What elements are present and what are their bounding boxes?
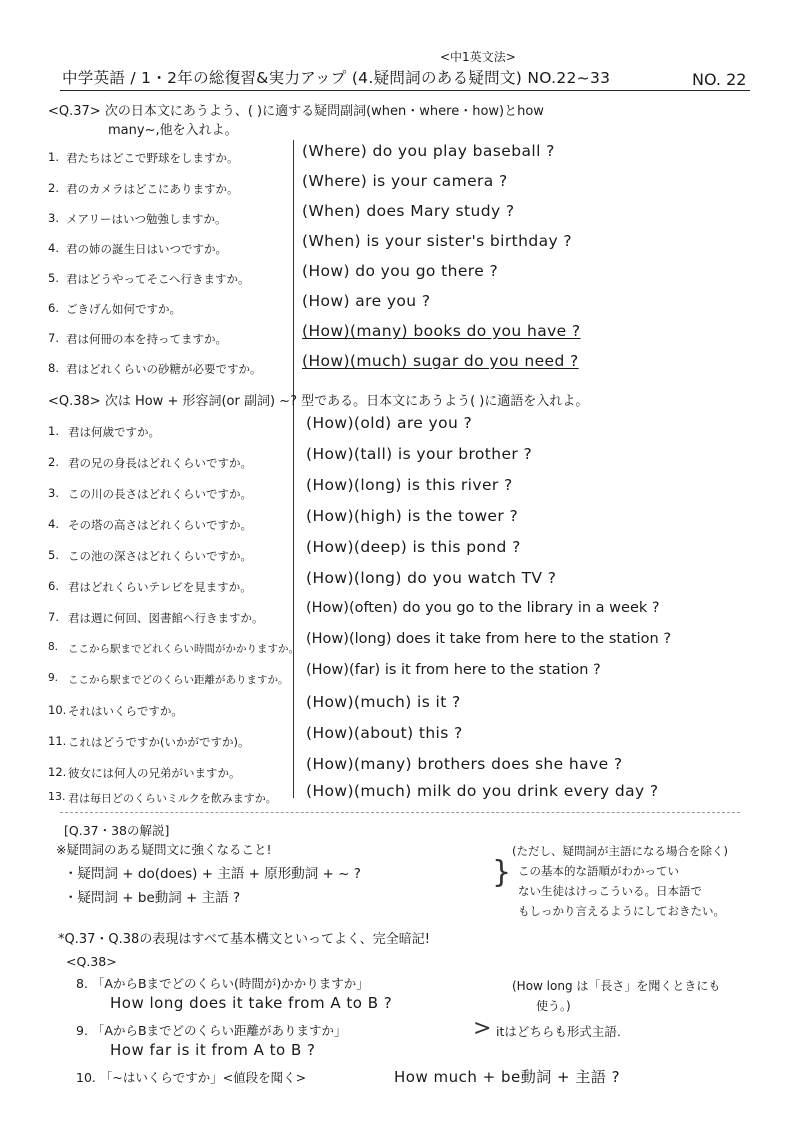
q37-instruction-line2: many~,他を入れよ。 xyxy=(108,123,238,138)
q38-row-2-en: (How)(tall) is your brother ? xyxy=(306,445,533,463)
q37-row-5-en: (How) do you go there ? xyxy=(302,262,499,280)
q38-row-2-jp: 君の兄の身長はどれくらいですか。 xyxy=(68,456,252,470)
n9-en: How far is it from A to B ? xyxy=(110,1041,316,1059)
kicker-label: <中1英文法> xyxy=(440,50,516,64)
memorize-note: *Q.37・Q.38の表現はすべて基本構文といってよく、完全暗記! xyxy=(58,932,431,947)
aside-line-1: (ただし、疑問詞が主語になる場合を除く) xyxy=(512,844,728,858)
q37-row-2-en: (Where) is your camera ? xyxy=(302,172,508,190)
q37-row-3-num: 3. xyxy=(48,211,59,225)
aside-line-3: ない生徒はけっこういる。日本語で xyxy=(518,884,702,898)
q38-row-12-num: 12. xyxy=(48,765,67,779)
brace-mark: } xyxy=(492,855,512,890)
q38-row-6-num: 6. xyxy=(48,579,59,593)
q37-row-6-en: (How) are you ? xyxy=(302,292,431,310)
q38-row-6-jp: 君はどれくらいテレビを見ますか。 xyxy=(68,580,252,594)
q38-row-9-num: 9. xyxy=(48,672,59,684)
q37-row-2-jp: 君のカメラはどこにありますか。 xyxy=(66,182,239,196)
section-divider xyxy=(60,812,740,813)
n10-jp: 10. 「~はいくらですか」<値段を聞く> xyxy=(76,1070,307,1085)
q37-row-7-jp: 君は何冊の本を持ってますか。 xyxy=(66,332,227,346)
q37-row-3-en: (When) does Mary study ? xyxy=(302,202,515,220)
q37-row-4-jp: 君の姉の誕生日はいつですか。 xyxy=(66,242,227,256)
q38-row-13-num: 13. xyxy=(48,790,66,803)
q38-instruction: <Q.38> 次は How + 形容詞(or 副詞) ~? 型である。日本文にあうよう( )に適語を入れよ。 xyxy=(48,394,589,409)
q38-row-10-en: (How)(much) is it ? xyxy=(306,693,461,711)
q38-row-5-jp: この池の深さはどれくらいですか。 xyxy=(68,549,252,563)
n8-note-1: (How long は「長さ」を聞くときにも xyxy=(512,979,721,993)
q38-row-3-en: (How)(long) is this river ? xyxy=(306,476,513,494)
q38-row-13-en: (How)(much) milk do you drink every day ? xyxy=(306,782,659,800)
q38-sub-heading: <Q.38> xyxy=(66,954,117,969)
explanation-point: ※疑問詞のある疑問文に強くなること! xyxy=(56,842,272,857)
q38-row-4-en: (How)(high) is the tower ? xyxy=(306,507,519,525)
aside-line-2: この基本的な語順がわかってい xyxy=(518,864,679,878)
n9-note: itはどちらも形式主語. xyxy=(496,1024,621,1039)
n8-jp: 8. 「AからBまでどのくらい(時間が)かかりますか」 xyxy=(76,976,369,991)
q38-row-6-en: (How)(long) do you watch TV ? xyxy=(306,569,557,587)
q37-row-8-en: (How)(much) sugar do you need ? xyxy=(302,352,579,370)
q38-row-1-en: (How)(old) are you ? xyxy=(306,414,473,432)
q38-row-2-num: 2. xyxy=(48,455,59,469)
q37-instruction-line1: <Q.37> 次の日本文にあうよう、( )に適する疑問副詞(when・where・how)とhow xyxy=(48,104,544,119)
q38-row-12-jp: 彼女には何人の兄弟がいますか。 xyxy=(68,766,241,780)
q37-row-4-en: (When) is your sister's birthday ? xyxy=(302,232,573,250)
n10-en: How much + be動詞 + 主語 ? xyxy=(394,1068,621,1086)
q38-row-12-en: (How)(many) brothers does she have ? xyxy=(306,755,623,773)
n9-jp: 9. 「AからBまでどのくらい距離がありますか」 xyxy=(76,1023,347,1038)
q38-row-10-jp: それはいくらですか。 xyxy=(68,704,183,718)
q38-row-4-num: 4. xyxy=(48,517,59,531)
q37-row-8-jp: 君はどれくらいの砂糖が必要ですか。 xyxy=(66,362,262,376)
q37-row-7-num: 7. xyxy=(48,331,59,345)
q37-row-1-jp: 君たちはどこで野球をしますか。 xyxy=(66,151,239,165)
aside-line-4: もしっかり言えるようにしておきたい。 xyxy=(518,904,725,918)
n8-en: How long does it take from A to B ? xyxy=(110,994,393,1012)
angle-mark: > xyxy=(473,1016,492,1041)
q38-row-5-en: (How)(deep) is this pond ? xyxy=(306,538,521,556)
q37-row-3-jp: メアリーはいつ勉強しますか。 xyxy=(66,212,227,226)
column-divider xyxy=(293,140,294,798)
pattern-1: ・疑問詞 + do(does) + 主語 + 原形動詞 + ~ ? xyxy=(64,866,361,882)
q38-row-9-jp: ここから駅までどのくらい距離がありますか。 xyxy=(68,674,289,686)
q38-row-11-jp: これはどうですか(いかがですか)。 xyxy=(68,735,250,749)
q38-row-5-num: 5. xyxy=(48,548,59,562)
q38-row-11-en: (How)(about) this ? xyxy=(306,724,463,742)
page-title: 中学英語 / 1・2年の総復習&実力アップ (4.疑問詞のある疑問文) NO.22~33 xyxy=(62,69,611,87)
q37-row-4-num: 4. xyxy=(48,241,59,255)
pattern-2: ・疑問詞 + be動詞 + 主語 ? xyxy=(64,890,241,906)
q37-row-1-num: 1. xyxy=(48,150,59,164)
q38-row-7-en: (How)(often) do you go to the library in a week ? xyxy=(306,600,660,616)
q37-row-7-en: (How)(many) books do you have ? xyxy=(302,322,581,340)
title-underline xyxy=(60,90,750,91)
q38-row-3-jp: この川の長さはどれくらいですか。 xyxy=(68,487,252,501)
q38-row-1-jp: 君は何歳ですか。 xyxy=(68,425,160,439)
q37-row-2-num: 2. xyxy=(48,181,59,195)
q38-row-13-jp: 君は毎日どのくらいミルクを飲みますか。 xyxy=(68,792,277,805)
q37-row-5-jp: 君はどうやってそこへ行きますか。 xyxy=(66,272,250,286)
q38-row-3-num: 3. xyxy=(48,486,59,500)
q38-row-7-num: 7. xyxy=(48,610,59,624)
q38-row-11-num: 11. xyxy=(48,734,67,748)
q37-row-6-num: 6. xyxy=(48,301,59,315)
q37-row-5-num: 5. xyxy=(48,271,59,285)
q37-row-6-jp: ごきげん如何ですか。 xyxy=(66,302,181,316)
q38-row-8-jp: ここから駅までどれくらい時間がかかりますか。 xyxy=(68,643,299,655)
q38-row-7-jp: 君は週に何回、図書館へ行きますか。 xyxy=(68,611,264,625)
q37-row-1-en: (Where) do you play baseball ? xyxy=(302,142,555,160)
q38-row-10-num: 10. xyxy=(48,703,67,717)
doc-number: NO. 22 xyxy=(692,70,747,89)
q38-row-4-jp: その塔の高さはどれくらいですか。 xyxy=(68,518,252,532)
q38-row-9-en: (How)(far) is it from here to the station ? xyxy=(306,662,601,678)
n8-note-2: 使う。) xyxy=(536,999,571,1013)
q38-row-1-num: 1. xyxy=(48,424,59,438)
explanation-heading: [Q.37・38の解説] xyxy=(64,823,170,838)
q38-row-8-num: 8. xyxy=(48,641,59,653)
q37-row-8-num: 8. xyxy=(48,361,59,375)
q38-row-8-en: (How)(long) does it take from here to the station ? xyxy=(306,631,672,647)
